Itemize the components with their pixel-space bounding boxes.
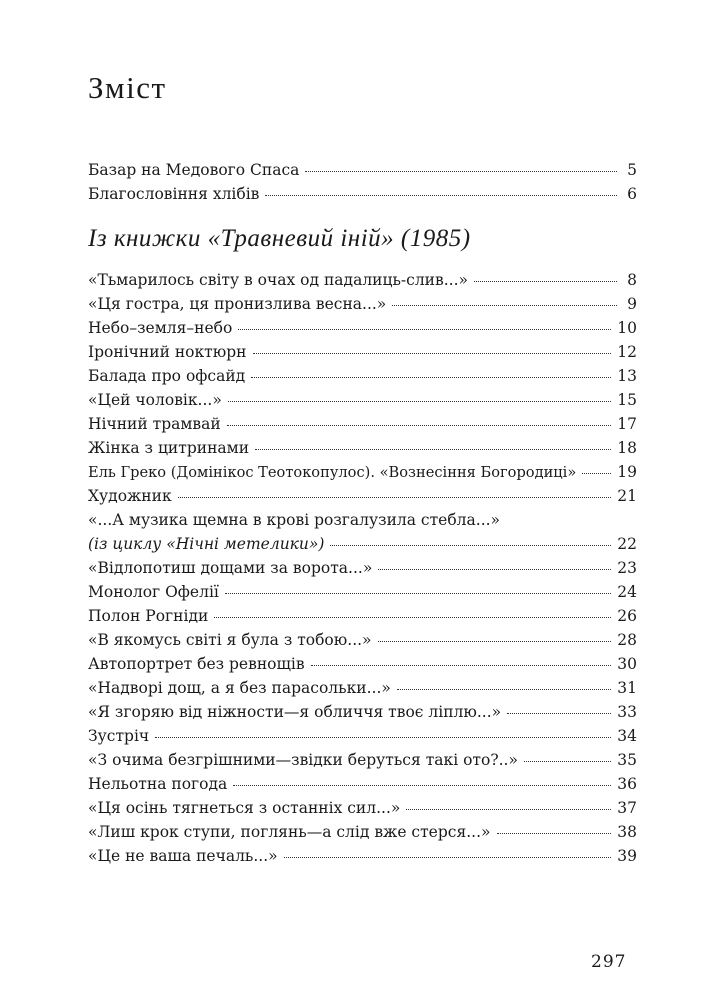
toc-entry [88, 436, 637, 460]
toc-entry [88, 604, 637, 628]
toc-entry-page: 33 [617, 703, 637, 721]
toc-entry-title: Полон Рогніди [88, 607, 209, 625]
toc-entry [88, 412, 637, 436]
toc-entry [88, 388, 637, 412]
toc-entry [88, 676, 637, 700]
toc-entry-page: 23 [617, 559, 637, 577]
dot-leader [330, 544, 611, 546]
toc-entry-title: Небо–земля–небо [88, 319, 233, 337]
dot-leader [378, 568, 611, 570]
toc-entry [88, 508, 637, 532]
toc-entry-page: 21 [617, 487, 637, 505]
dot-leader [507, 712, 611, 714]
dot-leader [233, 784, 611, 786]
dot-leader [474, 280, 617, 282]
page-title: Зміст [88, 70, 167, 105]
toc-entry-title: «Це не ваша печаль...» [88, 847, 278, 865]
dot-leader [155, 736, 611, 738]
toc-entry [88, 700, 637, 724]
dot-leader [284, 856, 612, 858]
toc-entry-title: «Лиш крок ступи, поглянь—а слід вже стерся...» [88, 823, 491, 841]
toc-entry-page: 19 [617, 463, 637, 481]
toc-entry-title: «Надворі дощ, а я без парасольки...» [88, 679, 391, 697]
toc-entry [88, 182, 637, 206]
subtitle-suffix: ) [318, 535, 325, 553]
dot-leader [305, 170, 617, 172]
toc-entry-title: Автопортрет без ревнощів [88, 655, 305, 673]
toc-entry-page: 22 [617, 535, 637, 553]
toc-entry-title: Нельотна погода [88, 775, 228, 793]
toc-entry [88, 158, 637, 182]
dot-leader [265, 194, 617, 196]
toc-entry-title: «...А музика щемна в крові розгалузила стебла...» [88, 511, 501, 529]
toc-entry [88, 460, 637, 484]
toc-entry [88, 292, 637, 316]
toc-entry-title: «Тьмарилось світу в очах од падалиць-слив...» [88, 271, 468, 289]
toc-entry [88, 748, 637, 772]
toc-entry-page: 6 [627, 185, 637, 203]
subtitle-prefix: (із циклу [88, 535, 167, 553]
toc-entry-page: 17 [617, 415, 637, 433]
toc-entry-page: 39 [617, 847, 637, 865]
toc-entry-subtitle [88, 532, 324, 556]
toc-entry-title: Базар на Медового Спаса [88, 161, 300, 179]
toc-entry [88, 844, 637, 868]
dot-leader [397, 688, 611, 690]
toc-entry-page: 31 [617, 679, 637, 697]
toc-entry-title: «Відлопотиш дощами за ворота...» [88, 559, 373, 577]
toc-entry-title: Монолог Офелії [88, 583, 219, 601]
dot-leader [311, 664, 612, 666]
dot-leader [392, 304, 617, 306]
toc-entry-title: Художник [88, 487, 172, 505]
toc-entry-page: 9 [627, 295, 637, 313]
toc-entry-title: Зустріч [88, 727, 150, 745]
dot-leader [178, 496, 612, 498]
toc-entry [88, 484, 637, 508]
toc-entry-title: «В якомусь світі я була з тобою...» [88, 631, 372, 649]
toc-entry [88, 724, 637, 748]
toc-entry-title: «Ця гостра, ця пронизлива весна...» [88, 295, 387, 313]
toc-entry [88, 532, 637, 556]
dot-leader [406, 808, 611, 810]
toc-entry-title: Нічний трамвай [88, 415, 221, 433]
dot-leader [378, 640, 612, 642]
toc-entry-page: 12 [617, 343, 637, 361]
dot-leader [524, 760, 611, 762]
toc-entry [88, 340, 637, 364]
toc-entry-title: «Цей чоловік...» [88, 391, 222, 409]
dot-leader [255, 448, 611, 450]
section-heading: Із книжки «Травневий іній» (1985) [88, 225, 471, 252]
toc-entry-page: 28 [617, 631, 637, 649]
page-number: 297 [591, 952, 627, 972]
toc-entry-page: 30 [617, 655, 637, 673]
toc-entry [88, 316, 637, 340]
dot-leader [227, 424, 612, 426]
toc-entry [88, 364, 637, 388]
toc-entry-page: 8 [627, 271, 637, 289]
toc-entry-title: «Ця осінь тягнеться з останніх сил...» [88, 799, 401, 817]
toc-entry-title: Жінка з цитринами [88, 439, 250, 457]
dot-leader [253, 352, 612, 354]
toc-entry [88, 628, 637, 652]
dot-leader [225, 592, 611, 594]
toc-entry-title: Балада про офсайд [88, 367, 246, 385]
toc-entry-title: «З очима безгрішними—звідки беруться такі ото?..» [88, 751, 518, 769]
dot-leader [582, 472, 611, 474]
toc-entry-title: Ель Греко (Домінікос Теотокопулос). «Вознесіння Богородиці» [88, 464, 577, 481]
dot-leader [251, 376, 611, 378]
toc-entry-page: 36 [617, 775, 637, 793]
toc-entry-page: 15 [617, 391, 637, 409]
toc-entry-page: 26 [617, 607, 637, 625]
toc-entry [88, 652, 637, 676]
toc-entry-title: Іронічний ноктюрн [88, 343, 247, 361]
dot-leader [228, 400, 611, 402]
toc-entry-page: 37 [617, 799, 637, 817]
dot-leader [214, 616, 611, 618]
toc-entry-page: 38 [617, 823, 637, 841]
toc-entry [88, 556, 637, 580]
toc-entry-page: 24 [617, 583, 637, 601]
toc-entry-title: Благословіння хлібів [88, 185, 260, 203]
toc-entry [88, 796, 637, 820]
toc-entry-page: 10 [617, 319, 637, 337]
toc-entry-title: «Я згоряю від ніжности—я обличчя твоє ліплю...» [88, 703, 502, 721]
toc-entry [88, 580, 637, 604]
toc-entry [88, 820, 637, 844]
toc-entry [88, 268, 637, 292]
toc-entry-page: 34 [617, 727, 637, 745]
toc-entry-page: 13 [617, 367, 637, 385]
toc-entry-page: 5 [627, 161, 637, 179]
toc-entry-page: 35 [617, 751, 637, 769]
dot-leader [238, 328, 611, 330]
dot-leader [497, 832, 612, 834]
subtitle-cycle-name: «Нічні метелики» [166, 535, 319, 553]
toc-entry-page: 18 [617, 439, 637, 457]
toc-entry [88, 772, 637, 796]
